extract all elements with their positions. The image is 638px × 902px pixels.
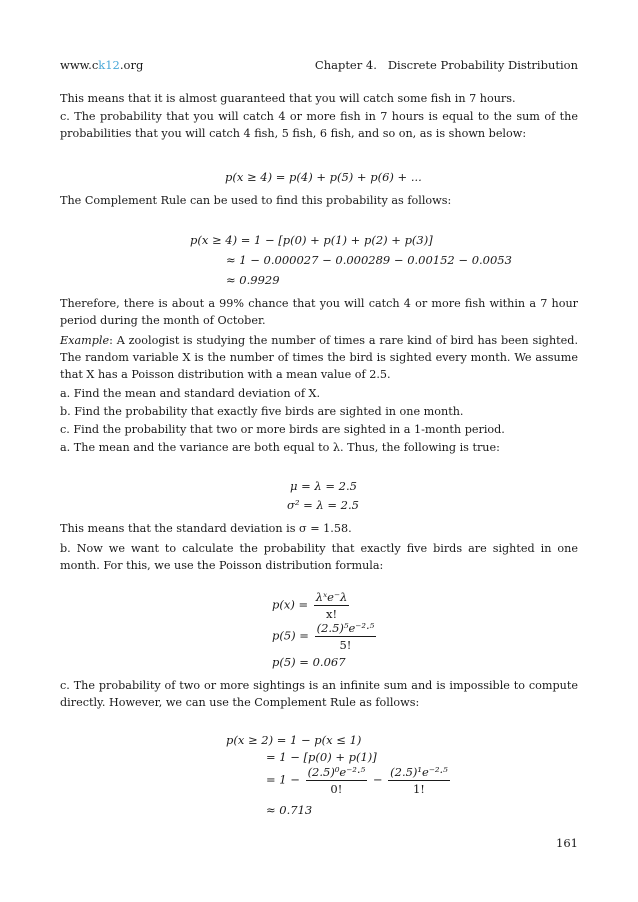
equation-2-line-3: ≈ 0.9929 bbox=[226, 273, 280, 287]
site-suffix: .org bbox=[119, 58, 144, 72]
paragraph-12: c. The probability of two or more sightings is an infinite sum and is impossible to compute directly. However, we can use the Complement Rule as follows: bbox=[60, 679, 578, 709]
eq4-fraction-2 bbox=[315, 621, 377, 652]
eq5-numerator-2: (2.5)¹e⁻²·⁵ bbox=[390, 765, 448, 779]
paragraph-3: The Complement Rule can be used to find this probability as follows: bbox=[60, 194, 452, 207]
equation-2-line-1: p(x ≥ 4) = 1 − [p(0) + p(1) + p(2) + p(3)] bbox=[190, 233, 433, 247]
equation-4-line-1 bbox=[272, 590, 351, 621]
paragraph-2: c. The probability that you will catch 4 or more fish in 7 hours is equal to the sum of the probabilities that you will catch 4 fish, 5 fish, 6 fish, and so on, as is shown below: bbox=[60, 110, 578, 140]
equation-5-line-2: = 1 − [p(0) + p(1)] bbox=[266, 750, 377, 764]
eq4-lhs-2: p(5) = bbox=[272, 628, 309, 643]
eq5-denominator-1: 0! bbox=[330, 782, 343, 796]
paragraph-11: b. Now we want to calculate the probability that exactly five birds are sighted in one month. For this, we use the Poisson distribution formula: bbox=[60, 542, 578, 572]
site-url bbox=[60, 58, 143, 72]
chapter-title: Chapter 4. Discrete Probability Distribution bbox=[314, 58, 578, 72]
paragraph-7: b. Find the probability that exactly five birds are sighted in one month. bbox=[60, 405, 464, 418]
paragraph-5 bbox=[60, 332, 578, 383]
eq5-prefix: = 1 − bbox=[266, 772, 300, 787]
paragraph-6: a. Find the mean and standard deviation of X. bbox=[60, 387, 321, 400]
paragraph-8: c. Find the probability that two or more birds are sighted in a 1-month period. bbox=[60, 423, 505, 436]
eq4-denominator-1: x! bbox=[326, 607, 338, 621]
site-prefix: www.c bbox=[60, 58, 99, 72]
eq4-lhs-1: p(x) = bbox=[272, 597, 309, 612]
paragraph-9: a. The mean and the variance are both equal to λ. Thus, the following is true: bbox=[60, 441, 500, 454]
eq4-denominator-2: 5! bbox=[339, 638, 352, 652]
eq5-minus: − bbox=[372, 772, 383, 787]
site-brand: k12 bbox=[98, 58, 120, 72]
eq5-numerator-1: (2.5)⁰e⁻²·⁵ bbox=[307, 765, 366, 779]
paragraph-1: This means that it is almost guaranteed that you will catch some fish in 7 hours. bbox=[60, 92, 516, 105]
equation-1: p(x ≥ 4) = p(4) + p(5) + p(6) + ... bbox=[225, 170, 422, 184]
equation-5-line-4: ≈ 0.713 bbox=[266, 803, 313, 817]
paragraph-10: This means that the standard deviation is σ = 1.58. bbox=[60, 522, 352, 535]
equation-4-line-3: p(5) = 0.067 bbox=[272, 655, 346, 669]
equation-2-line-2: ≈ 1 − 0.000027 − 0.000289 − 0.00152 − 0.0053 bbox=[226, 253, 512, 267]
equation-5-line-1: p(x ≥ 2) = 1 − p(x ≤ 1) bbox=[226, 733, 362, 747]
equation-3-line-2: σ² = λ = 2.5 bbox=[287, 498, 359, 512]
equation-3-line-1: μ = λ = 2.5 bbox=[290, 479, 357, 493]
page-number: 161 bbox=[556, 836, 578, 850]
eq5-fraction-1 bbox=[306, 765, 368, 796]
equation-4-line-2 bbox=[272, 621, 378, 652]
eq5-fraction-2 bbox=[388, 765, 450, 796]
eq5-denominator-2: 1! bbox=[412, 782, 425, 796]
equation-5-line-3 bbox=[266, 765, 452, 796]
eq4-numerator-2: (2.5)⁵e⁻²·⁵ bbox=[316, 621, 375, 635]
paragraph-4: Therefore, there is about a 99% chance that you will catch 4 or more fish within a 7 hour period during the month of October. bbox=[60, 297, 578, 327]
eq4-numerator-1: λˣe⁻λ bbox=[315, 590, 348, 604]
example-text: : A zoologist is studying the number of times a rare kind of bird has been sighted. The random variable X is the number of times the bird is sighted every month. We assume that X has a Poisson distribution with a mean value of 2.5. bbox=[60, 334, 578, 381]
eq4-fraction-1 bbox=[314, 590, 350, 621]
example-label: Example bbox=[60, 334, 110, 347]
